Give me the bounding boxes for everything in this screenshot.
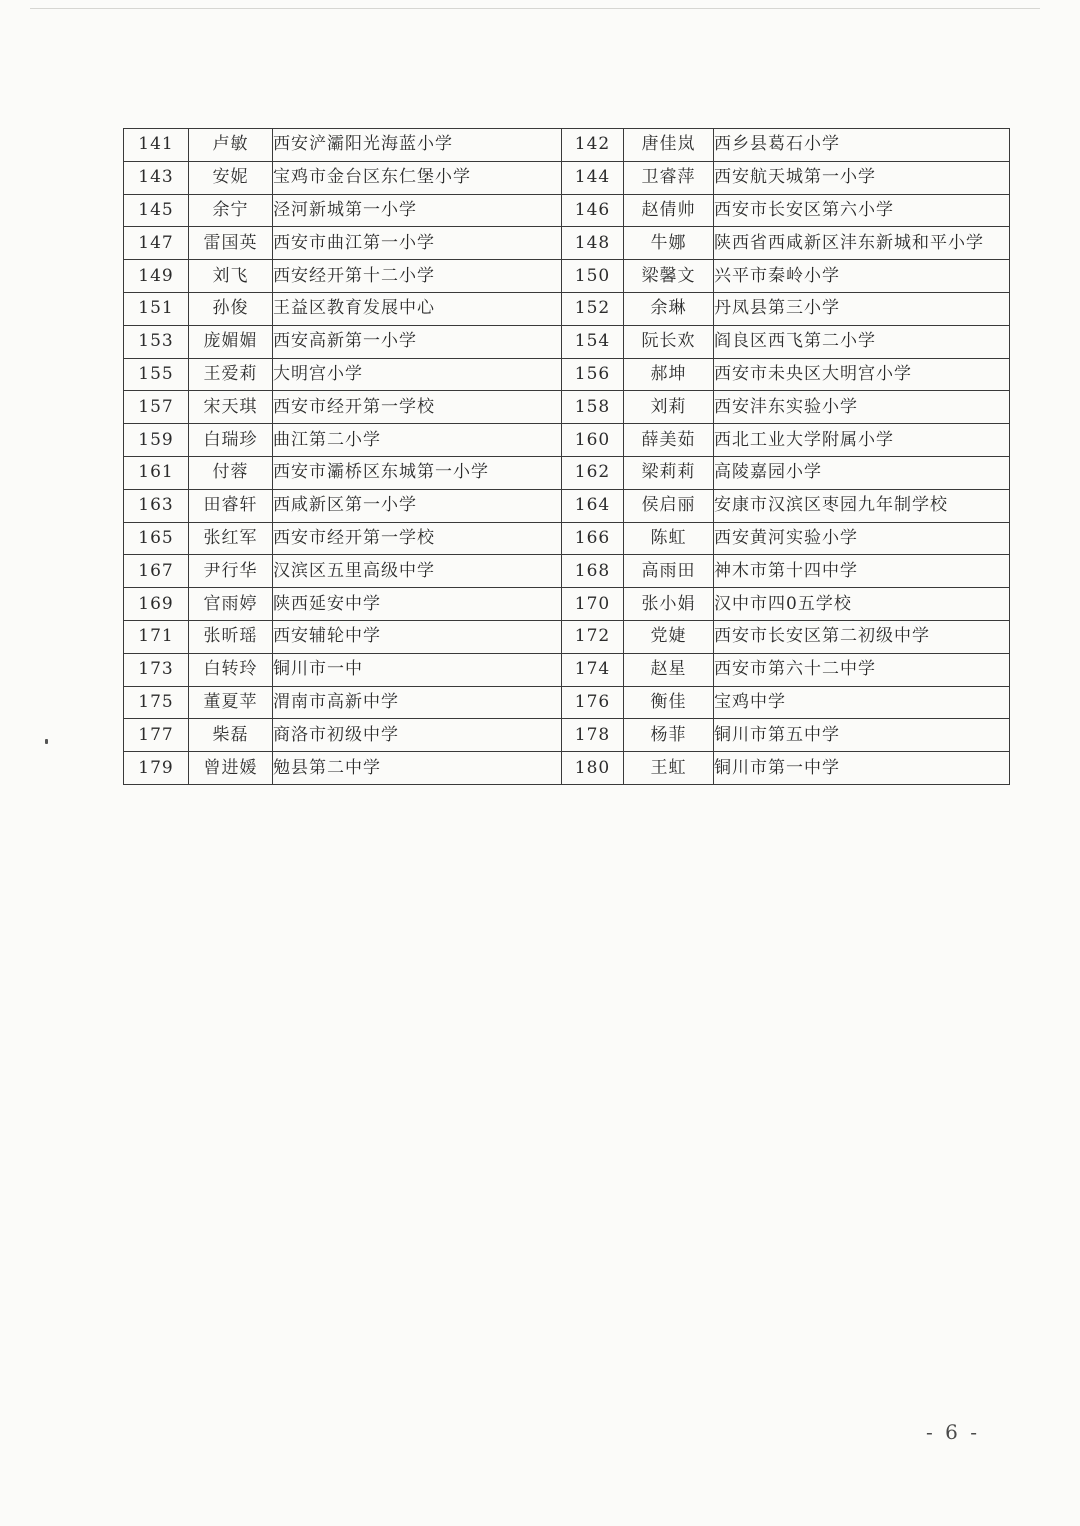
right-entry-number: 158 <box>562 391 624 424</box>
right-entry-name: 唐佳岚 <box>624 129 714 162</box>
right-entry-school: 汉中市四0五学校 <box>714 588 1010 621</box>
left-entry-school: 西安辅轮中学 <box>273 620 562 653</box>
left-entry-school: 西安浐灞阳光海蓝小学 <box>273 129 562 162</box>
left-entry-school: 西安市灞桥区东城第一小学 <box>273 456 562 489</box>
right-entry-name: 牛娜 <box>624 227 714 260</box>
table-row <box>124 620 1010 653</box>
right-entry-school: 铜川市第五中学 <box>714 719 1010 752</box>
left-entry-number: 155 <box>124 358 189 391</box>
left-entry-number: 157 <box>124 391 189 424</box>
top-edge-rule <box>30 8 1040 9</box>
left-entry-name: 卢敏 <box>189 129 273 162</box>
left-entry-school: 勉县第二中学 <box>273 752 562 785</box>
left-entry-school: 西安市经开第一学校 <box>273 522 562 555</box>
left-entry-school: 曲江第二小学 <box>273 424 562 457</box>
table-row <box>124 227 1010 260</box>
right-entry-number: 148 <box>562 227 624 260</box>
right-entry-school: 神木市第十四中学 <box>714 555 1010 588</box>
right-entry-number: 172 <box>562 620 624 653</box>
right-entry-number: 178 <box>562 719 624 752</box>
right-entry-school: 西安沣东实验小学 <box>714 391 1010 424</box>
left-entry-number: 149 <box>124 260 189 293</box>
right-entry-school: 西安市未央区大明宫小学 <box>714 358 1010 391</box>
left-entry-school: 大明宫小学 <box>273 358 562 391</box>
right-entry-name: 赵星 <box>624 653 714 686</box>
left-entry-name: 董夏苹 <box>189 686 273 719</box>
right-entry-school: 西安航天城第一小学 <box>714 161 1010 194</box>
left-entry-number: 171 <box>124 620 189 653</box>
left-entry-school: 渭南市高新中学 <box>273 686 562 719</box>
right-entry-number: 146 <box>562 194 624 227</box>
left-entry-number: 165 <box>124 522 189 555</box>
right-entry-name: 梁馨文 <box>624 260 714 293</box>
right-entry-number: 174 <box>562 653 624 686</box>
right-entry-number: 142 <box>562 129 624 162</box>
right-entry-name: 张小娟 <box>624 588 714 621</box>
right-entry-name: 余琳 <box>624 292 714 325</box>
left-entry-name: 付蓉 <box>189 456 273 489</box>
left-entry-number: 145 <box>124 194 189 227</box>
left-entry-name: 张红军 <box>189 522 273 555</box>
right-entry-number: 156 <box>562 358 624 391</box>
right-entry-number: 154 <box>562 325 624 358</box>
right-entry-number: 164 <box>562 489 624 522</box>
table-row <box>124 292 1010 325</box>
page-number: - 6 - <box>926 1420 980 1444</box>
left-entry-number: 159 <box>124 424 189 457</box>
right-entry-school: 西安市第六十二中学 <box>714 653 1010 686</box>
left-entry-name: 宋天琪 <box>189 391 273 424</box>
right-entry-school: 西安市长安区第二初级中学 <box>714 620 1010 653</box>
left-entry-number: 173 <box>124 653 189 686</box>
left-entry-name: 孙俊 <box>189 292 273 325</box>
right-entry-school: 丹凤县第三小学 <box>714 292 1010 325</box>
right-entry-school: 兴平市秦岭小学 <box>714 260 1010 293</box>
right-entry-school: 西乡县葛石小学 <box>714 129 1010 162</box>
left-entry-school: 西安市经开第一学校 <box>273 391 562 424</box>
right-entry-name: 梁莉莉 <box>624 456 714 489</box>
left-entry-name: 尹行华 <box>189 555 273 588</box>
right-entry-school: 宝鸡中学 <box>714 686 1010 719</box>
left-entry-name: 雷国英 <box>189 227 273 260</box>
right-entry-number: 160 <box>562 424 624 457</box>
table-row <box>124 424 1010 457</box>
right-entry-school: 安康市汉滨区枣园九年制学校 <box>714 489 1010 522</box>
left-entry-number: 175 <box>124 686 189 719</box>
right-entry-number: 168 <box>562 555 624 588</box>
right-entry-name: 赵倩帅 <box>624 194 714 227</box>
right-entry-name: 党婕 <box>624 620 714 653</box>
left-entry-school: 西安经开第十二小学 <box>273 260 562 293</box>
right-entry-name: 侯启丽 <box>624 489 714 522</box>
right-entry-name: 刘莉 <box>624 391 714 424</box>
left-entry-name: 白转玲 <box>189 653 273 686</box>
left-entry-name: 王爱莉 <box>189 358 273 391</box>
right-entry-number: 170 <box>562 588 624 621</box>
table-row <box>124 129 1010 162</box>
right-entry-name: 高雨田 <box>624 555 714 588</box>
left-entry-school: 西安市曲江第一小学 <box>273 227 562 260</box>
left-entry-number: 151 <box>124 292 189 325</box>
left-entry-name: 官雨婷 <box>189 588 273 621</box>
right-entry-number: 150 <box>562 260 624 293</box>
left-entry-number: 163 <box>124 489 189 522</box>
table-row <box>124 391 1010 424</box>
roster-table-body <box>124 129 1010 785</box>
left-entry-name: 柴磊 <box>189 719 273 752</box>
left-entry-school: 陕西延安中学 <box>273 588 562 621</box>
table-row <box>124 325 1010 358</box>
table-row <box>124 161 1010 194</box>
left-entry-name: 刘飞 <box>189 260 273 293</box>
left-entry-name: 白瑞珍 <box>189 424 273 457</box>
left-entry-number: 141 <box>124 129 189 162</box>
right-entry-name: 薛美茹 <box>624 424 714 457</box>
left-entry-school: 王益区教育发展中心 <box>273 292 562 325</box>
table-row <box>124 260 1010 293</box>
table-row <box>124 555 1010 588</box>
right-entry-name: 阮长欢 <box>624 325 714 358</box>
left-entry-name: 张昕瑶 <box>189 620 273 653</box>
table-row <box>124 653 1010 686</box>
left-entry-school: 商洛市初级中学 <box>273 719 562 752</box>
left-entry-number: 167 <box>124 555 189 588</box>
left-entry-number: 143 <box>124 161 189 194</box>
right-entry-school: 西北工业大学附属小学 <box>714 424 1010 457</box>
right-entry-number: 144 <box>562 161 624 194</box>
scan-speck <box>45 739 48 744</box>
table-row <box>124 588 1010 621</box>
left-entry-number: 169 <box>124 588 189 621</box>
table-row <box>124 752 1010 785</box>
table-row <box>124 456 1010 489</box>
left-entry-school: 西咸新区第一小学 <box>273 489 562 522</box>
table-row <box>124 522 1010 555</box>
left-entry-school: 宝鸡市金台区东仁堡小学 <box>273 161 562 194</box>
roster-table <box>123 128 1010 785</box>
left-entry-number: 147 <box>124 227 189 260</box>
table-row <box>124 686 1010 719</box>
left-entry-school: 泾河新城第一小学 <box>273 194 562 227</box>
right-entry-number: 176 <box>562 686 624 719</box>
table-row <box>124 358 1010 391</box>
table-row <box>124 719 1010 752</box>
left-entry-number: 161 <box>124 456 189 489</box>
right-entry-number: 162 <box>562 456 624 489</box>
right-entry-school: 高陵嘉园小学 <box>714 456 1010 489</box>
right-entry-school: 西安黄河实验小学 <box>714 522 1010 555</box>
left-entry-name: 安妮 <box>189 161 273 194</box>
right-entry-school: 西安市长安区第六小学 <box>714 194 1010 227</box>
roster-table-container <box>123 128 1009 785</box>
right-entry-name: 郝坤 <box>624 358 714 391</box>
left-entry-name: 田睿轩 <box>189 489 273 522</box>
right-entry-name: 衡佳 <box>624 686 714 719</box>
table-row <box>124 489 1010 522</box>
left-entry-name: 庞媚媚 <box>189 325 273 358</box>
left-entry-school: 铜川市一中 <box>273 653 562 686</box>
right-entry-name: 杨菲 <box>624 719 714 752</box>
right-entry-number: 166 <box>562 522 624 555</box>
left-entry-school: 汉滨区五里高级中学 <box>273 555 562 588</box>
right-entry-number: 152 <box>562 292 624 325</box>
right-entry-school: 铜川市第一中学 <box>714 752 1010 785</box>
right-entry-name: 王虹 <box>624 752 714 785</box>
left-entry-name: 余宁 <box>189 194 273 227</box>
right-entry-name: 陈虹 <box>624 522 714 555</box>
left-entry-name: 曾进媛 <box>189 752 273 785</box>
right-entry-number: 180 <box>562 752 624 785</box>
left-entry-school: 西安高新第一小学 <box>273 325 562 358</box>
left-entry-number: 153 <box>124 325 189 358</box>
right-entry-school: 陕西省西咸新区沣东新城和平小学 <box>714 227 1010 260</box>
left-entry-number: 177 <box>124 719 189 752</box>
right-entry-name: 卫睿萍 <box>624 161 714 194</box>
right-entry-school: 阎良区西飞第二小学 <box>714 325 1010 358</box>
table-row <box>124 194 1010 227</box>
left-entry-number: 179 <box>124 752 189 785</box>
